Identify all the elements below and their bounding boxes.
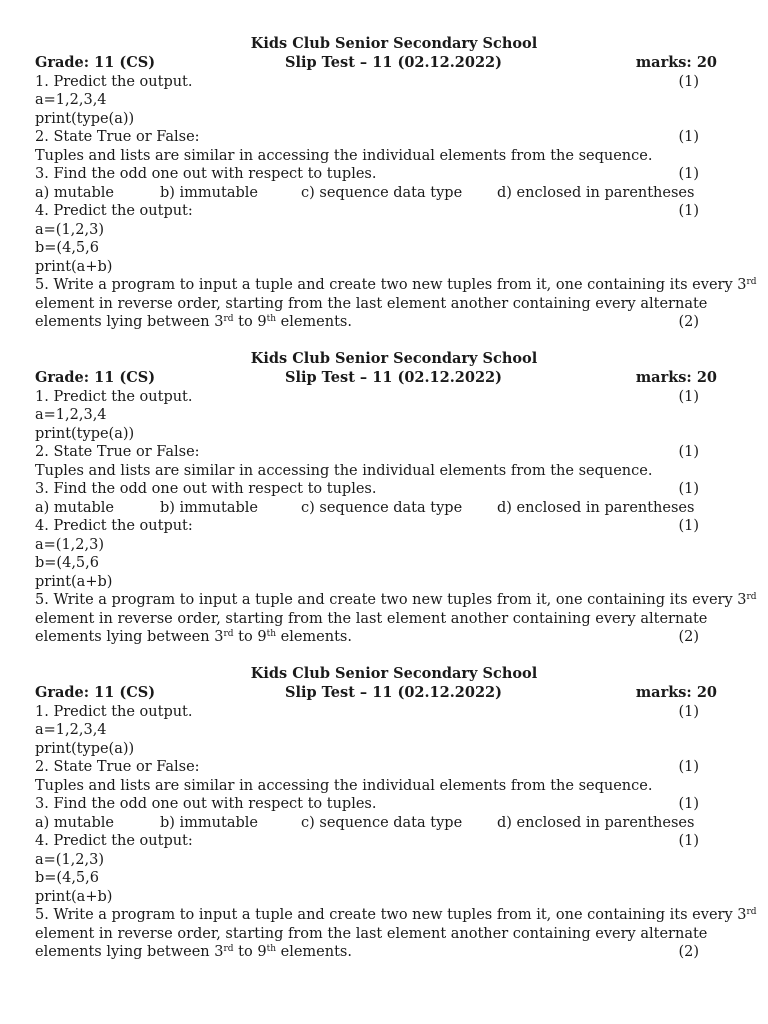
- question-2: [35, 128, 716, 146]
- question-mark: (1): [678, 796, 699, 812]
- superscript: rd: [223, 944, 234, 954]
- question-5-line3: [35, 943, 716, 961]
- code-line: a=1,2,3,4: [35, 92, 107, 108]
- grade-label: Grade: 11 (CS): [35, 684, 156, 701]
- question-text: elements.: [276, 314, 352, 330]
- statement: Tuples and lists are similar in accessing the individual elements from the sequence.: [35, 462, 653, 479]
- code-line: b=(4,5,6: [35, 240, 99, 256]
- question-text: 2. State True or False:: [35, 129, 200, 145]
- question-4: [35, 517, 716, 535]
- question-text: 5. Write a program to input a tuple and create two new tuples from it, one containing its every 3: [35, 907, 747, 923]
- question-text: 4. Predict the output:: [35, 518, 193, 534]
- question-4: [35, 202, 716, 220]
- test-title: Slip Test – 11 (02.12.2022): [285, 54, 502, 71]
- option-b: b) immutable: [160, 499, 258, 516]
- options-row: [35, 184, 716, 202]
- question-5-line1: [35, 591, 757, 609]
- question-1: [35, 388, 716, 406]
- total-marks: marks: 20: [635, 54, 717, 71]
- question-text: 2. State True or False:: [35, 759, 200, 775]
- option-d: d) enclosed in parentheses: [497, 499, 695, 516]
- question-text: to 9: [233, 314, 267, 330]
- superscript: rd: [223, 629, 234, 639]
- question-mark: (1): [678, 388, 699, 405]
- question-text: 1. Predict the output.: [35, 73, 193, 90]
- code-line: print(a+b): [35, 258, 113, 275]
- option-a: a) mutable: [35, 184, 114, 201]
- question-mark: (1): [678, 481, 699, 497]
- superscript: rd: [746, 277, 757, 287]
- test-title: Slip Test – 11 (02.12.2022): [285, 369, 502, 386]
- question-text: elements.: [276, 629, 352, 645]
- school-name: Kids Club Senior Secondary School: [250, 35, 538, 52]
- code-line: print(type(a)): [35, 110, 135, 127]
- option-d: d) enclosed in parentheses: [497, 184, 695, 201]
- question-mark: (1): [678, 166, 699, 182]
- statement: Tuples and lists are similar in accessing the individual elements from the sequence.: [35, 777, 653, 794]
- grade-label: Grade: 11 (CS): [35, 369, 156, 386]
- question-mark: (2): [678, 314, 699, 330]
- question-mark: (1): [678, 203, 699, 219]
- question-3: [35, 795, 716, 813]
- code-line: print(a+b): [35, 573, 113, 590]
- question-2: [35, 443, 716, 461]
- statement: Tuples and lists are similar in accessing the individual elements from the sequence.: [35, 147, 653, 164]
- code-line: a=(1,2,3): [35, 221, 105, 238]
- question-text: elements.: [276, 944, 352, 960]
- option-b: b) immutable: [160, 184, 258, 201]
- question-mark: (1): [678, 129, 699, 145]
- question-5-line1: [35, 276, 757, 294]
- question-text: 5. Write a program to input a tuple and create two new tuples from it, one containing its every 3: [35, 592, 747, 608]
- question-mark: (1): [678, 73, 699, 90]
- question-text: elements lying between 3: [35, 314, 224, 330]
- code-line: a=(1,2,3): [35, 851, 105, 868]
- question-text: elements lying between 3: [35, 944, 224, 960]
- question-text: to 9: [233, 629, 267, 645]
- question-mark: (1): [678, 703, 699, 720]
- option-c: c) sequence data type: [301, 814, 463, 831]
- header-row: [35, 684, 716, 702]
- code-line: print(type(a)): [35, 740, 135, 757]
- question-mark: (1): [678, 444, 699, 460]
- option-c: c) sequence data type: [301, 499, 463, 516]
- superscript: th: [266, 314, 276, 324]
- question-text: 1. Predict the output.: [35, 703, 193, 720]
- option-d: d) enclosed in parentheses: [497, 814, 695, 831]
- question-text: 3. Find the odd one out with respect to tuples.: [35, 481, 377, 497]
- question-1: [35, 73, 716, 91]
- question-5-line3: [35, 313, 716, 331]
- superscript: rd: [223, 314, 234, 324]
- total-marks: marks: 20: [635, 369, 717, 386]
- question-3: [35, 480, 716, 498]
- slip-test-3: [0, 665, 768, 980]
- code-line: a=(1,2,3): [35, 536, 105, 553]
- question-text: 5. Write a program to input a tuple and create two new tuples from it, one containing its every 3: [35, 277, 747, 293]
- code-line: print(type(a)): [35, 425, 135, 442]
- option-b: b) immutable: [160, 814, 258, 831]
- superscript: rd: [746, 907, 757, 917]
- question-text: 2. State True or False:: [35, 444, 200, 460]
- question-mark: (1): [678, 518, 699, 534]
- total-marks: marks: 20: [635, 684, 717, 701]
- school-name: Kids Club Senior Secondary School: [250, 665, 538, 682]
- superscript: th: [266, 944, 276, 954]
- question-text: elements lying between 3: [35, 629, 224, 645]
- question-mark: (1): [678, 759, 699, 775]
- code-line: b=(4,5,6: [35, 555, 99, 571]
- question-3: [35, 165, 716, 183]
- question-text: 3. Find the odd one out with respect to tuples.: [35, 796, 377, 812]
- question-text: 4. Predict the output:: [35, 203, 193, 219]
- question-5-line2: element in reverse order, starting from the last element another containing every alternate: [35, 610, 708, 627]
- question-mark: (2): [678, 944, 699, 960]
- options-row: [35, 499, 716, 517]
- question-text: 1. Predict the output.: [35, 388, 193, 405]
- header-row: [35, 54, 716, 72]
- code-line: b=(4,5,6: [35, 870, 99, 886]
- code-line: a=1,2,3,4: [35, 407, 107, 423]
- code-line: print(a+b): [35, 888, 113, 905]
- school-name: Kids Club Senior Secondary School: [250, 350, 538, 367]
- option-c: c) sequence data type: [301, 184, 463, 201]
- question-5-line2: element in reverse order, starting from the last element another containing every alternate: [35, 925, 708, 942]
- code-line: a=1,2,3,4: [35, 722, 107, 738]
- question-5-line1: [35, 906, 757, 924]
- question-2: [35, 758, 716, 776]
- superscript: th: [266, 629, 276, 639]
- question-mark: (1): [678, 833, 699, 849]
- slip-test-2: [0, 350, 768, 665]
- option-a: a) mutable: [35, 814, 114, 831]
- options-row: [35, 814, 716, 832]
- question-mark: (2): [678, 629, 699, 645]
- superscript: rd: [746, 592, 757, 602]
- slip-test-1: [0, 35, 768, 350]
- test-title: Slip Test – 11 (02.12.2022): [285, 684, 502, 701]
- question-5-line2: element in reverse order, starting from the last element another containing every alternate: [35, 295, 708, 312]
- question-1: [35, 703, 716, 721]
- option-a: a) mutable: [35, 499, 114, 516]
- question-text: 4. Predict the output:: [35, 833, 193, 849]
- question-text: to 9: [233, 944, 267, 960]
- question-5-line3: [35, 628, 716, 646]
- question-text: 3. Find the odd one out with respect to tuples.: [35, 166, 377, 182]
- header-row: [35, 369, 716, 387]
- question-4: [35, 832, 716, 850]
- grade-label: Grade: 11 (CS): [35, 54, 156, 71]
